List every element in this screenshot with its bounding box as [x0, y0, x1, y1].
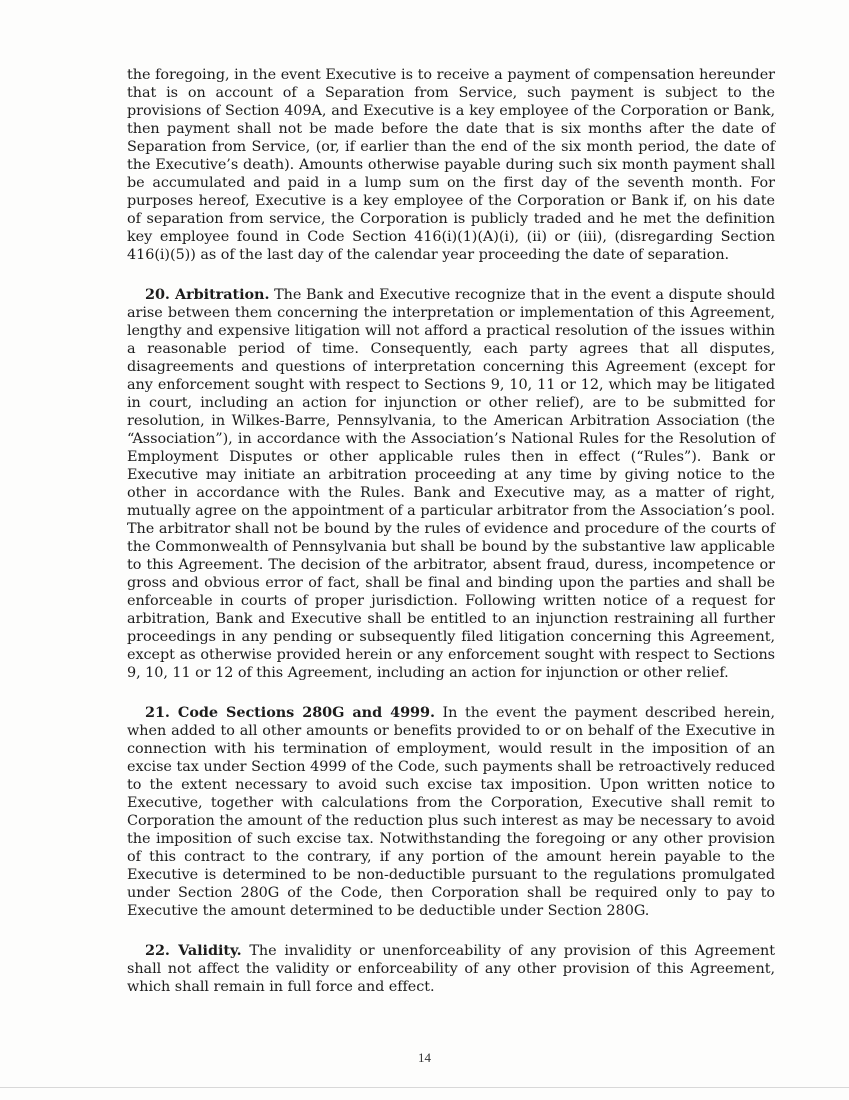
section-21-heading: 21. Code Sections 280G and 4999. [145, 704, 435, 721]
section-21-paragraph [127, 704, 775, 920]
section-20-paragraph [127, 286, 775, 682]
paragraph-gap [127, 264, 775, 286]
page-bottom-edge [0, 1087, 849, 1088]
section-22-paragraph [127, 942, 775, 996]
paragraph-continuation: the foregoing, in the event Executive is to receive a payment of compensation hereunder that is on account of a Separation from Service, such payment is subject to the provisions of Section 409A, and Executive is a key employee of the Corporation or Bank, then payment shall not be made before the date that is six months after the date of Separation from Service, (or, if earlier than the end of the six month period, the date of the Executive’s death). Amounts otherwise payable during such six month payment shall be accumulated and paid in a lump sum on the first day of the seventh month. For purposes hereof, Executive is a key employee of the Corporation or Bank if, on his date of separation from service, the Corporation is publicly traded and he met the definition key employee found in Code Section 416(i)(1)(A)(i), (ii) or (iii), (disregarding Section 416(i)(5)) as of the last day of the calendar year proceeding the date of separation. [127, 67, 775, 263]
page-number: 14 [418, 1050, 431, 1065]
section-20-heading: 20. Arbitration. [145, 286, 270, 303]
paragraph-gap [127, 920, 775, 942]
section-20-body: The Bank and Executive recognize that in the event a dispute should arise between them concerning the interpretation or implementation of this Agreement, lengthy and expensive litigation will not afford a practical resolution of the issues within a reasonable period of time. Consequently, each party agrees that all disputes, disagreements and questions of interpretation concerning this Agreement (except for any enforcement sought with respect to Sections 9, 10, 11 or 12, which may be litigated in court, including an action for injunction or other relief), are to be submitted for resolution, in Wilkes-Barre, Pennsylvania, to the American Arbitration Association (the “Association”), in accordance with the Association’s National Rules for the Resolution of Employment Disputes or other applicable rules then in effect (“Rules”). Bank or Executive may initiate an arbitration proceeding at any time by giving notice to the other in accordance with the Rules. Bank and Executive may, as a matter of right, mutually agree on the appointment of a particular arbitrator from the Association’s pool. The arbitrator shall not be bound by the rules of evidence and procedure of the courts of the Commonwealth of Pennsylvania but shall be bound by the substantive law applicable to this Agreement. The decision of the arbitrator, absent fraud, duress, incompetence or gross and obvious error of fact, shall be final and binding upon the parties and shall be enforceable in courts of proper jurisdiction. Following written notice of a request for arbitration, Bank and Executive shall be entitled to an injunction restraining all further proceedings in any pending or subsequently filed litigation concerning this Agreement, except as otherwise provided herein or any enforcement sought with respect to Sections 9, 10, 11 or 12 of this Agreement, including an action for injunction or other relief. [127, 287, 775, 681]
document-body [127, 66, 775, 996]
section-22-heading: 22. Validity. [145, 942, 242, 959]
section-21-body: In the event the payment described herein, when added to all other amounts or benefits provided to or on behalf of the Executive in connection with his termination of employment, would result in the imposition of an excise tax under Section 4999 of the Code, such payments shall be retroactively reduced to the extent necessary to avoid such excise tax imposition. Upon written notice to Executive, together with calculations from the Corporation, Executive shall remit to Corporation the amount of the reduction plus such interest as may be necessary to avoid the imposition of such excise tax. Notwithstanding the foregoing or any other provision of this contract to the contrary, if any portion of the amount herein payable to the Executive is determined to be non-deductible pursuant to the regulations promulgated under Section 280G of the Code, then Corporation shall be required only to pay to Executive the amount determined to be deductible under Section 280G. [127, 705, 775, 919]
section-22-body: The invalidity or unenforceability of any provision of this Agreement shall not affect the validity or enforceability of any other provision of this Agreement, which shall remain in full force and effect. [127, 943, 775, 995]
paragraph-gap [127, 682, 775, 704]
